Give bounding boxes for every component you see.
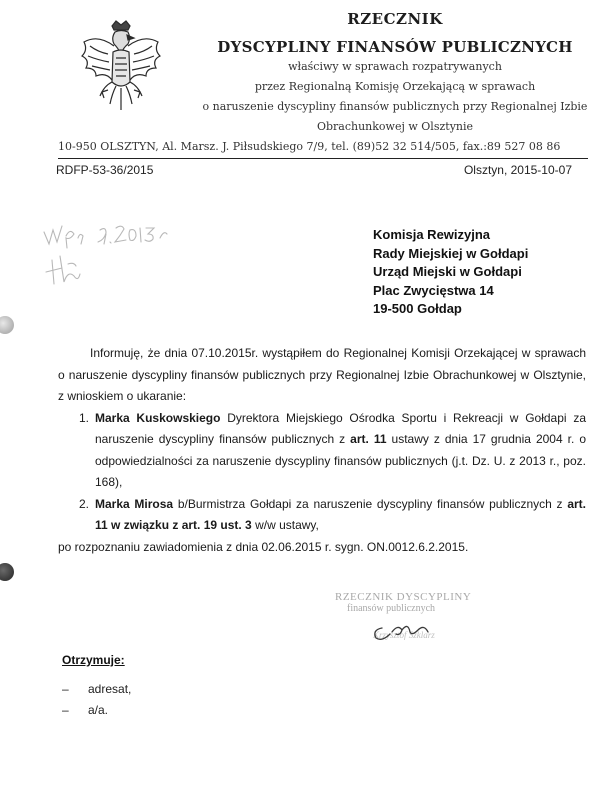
list-item xyxy=(62,679,131,700)
header-line: właściwy w sprawach rozpatrywanych xyxy=(288,60,502,73)
list-number: 2. xyxy=(79,496,90,511)
recipient-line: Rady Miejskiej w Gołdapi xyxy=(373,245,529,261)
header-line: o naruszenie dyscypliny finansów publicznych przy Regionalnej Izbie xyxy=(202,100,588,113)
intro-paragraph: Informuję, że dnia 07.10.2015r. wystąpiłem do Regionalnej Komisji Orzekającej w sprawach o naruszenie dyscypliny finansów publicznych przy Regionalnej Izbie Obrachunkowej w Olsztynie, z wnioskiem o ukaranie: xyxy=(58,346,586,403)
place-date: Olsztyn, 2015-10-07 xyxy=(463,163,572,177)
stamp-line: RZECZNIK DYSCYPLINY xyxy=(335,591,472,603)
closing-sentence: po rozpoznaniu zawiadomienia z dnia 02.06.2015 r. sygn. ON.0012.6.2.2015. xyxy=(58,539,469,554)
item-text: w/w ustawy, xyxy=(251,518,319,532)
dash-bullet: – xyxy=(62,703,69,717)
article-ref: art. 11 xyxy=(350,432,387,446)
list-item xyxy=(58,494,586,537)
item-text: b/Burmistrza Gołdapi za naruszenie dyscypliny finansów publicznych z xyxy=(173,496,568,511)
reference-number: RDFP-53-36/2015 xyxy=(56,163,154,177)
institution-subtitle: DYSCYPLINY FINANSÓW PUBLICZNYCH xyxy=(217,38,573,56)
recipient-line: Urząd Miejski w Gołdapi xyxy=(373,264,522,279)
item-text: Dyrektora Miejskiego Ośrodka Sportu i Rekreacji w Gołdapi za naruszenie dyscypliny finansów publicznych z xyxy=(95,410,586,446)
handwritten-receipt-note xyxy=(40,218,190,293)
institution-title: RZECZNIK xyxy=(347,10,443,28)
punch-hole xyxy=(0,316,14,334)
dash-bullet: – xyxy=(62,682,69,696)
letter-body xyxy=(58,343,586,558)
receiver-text: a/a. xyxy=(88,703,109,717)
receivers-heading: Otrzymuje: xyxy=(62,653,125,667)
item-text: ustawy z dnia 17 grudnia 2004 r. o odpowiedzialności za naruszenie dyscypliny finansów publicznych (j.t. Dz. U. z 2013 r., poz. 168), xyxy=(95,432,586,489)
receivers-list xyxy=(62,679,131,721)
signature xyxy=(368,618,438,646)
penalty-list xyxy=(58,408,586,537)
list-item xyxy=(58,408,586,494)
article-ref: art. 11 w związku z art. 19 ust. 3 xyxy=(95,496,586,532)
receiver-text: adresat, xyxy=(88,682,132,696)
person-name: Marka Mirosa xyxy=(95,496,174,511)
header-line: Obrachunkowej w Olsztynie xyxy=(316,120,474,133)
header-line: przez Regionalną Komisję Orzekającą w sprawach xyxy=(254,80,536,93)
stamp-line: finansów publicznych xyxy=(347,603,436,614)
recipient-line: Plac Zwycięstwa 14 xyxy=(373,282,494,298)
letterhead-address: 10-950 OLSZTYN, Al. Marsz. J. Piłsudskiego 7/9, tel. (89)52 32 514/505, fax.:89 527 08 86 xyxy=(58,140,561,153)
recipient-address xyxy=(373,226,528,319)
recipient-line: Komisja Rewizyjna xyxy=(373,227,491,242)
person-name: Marka Kuskowskiego xyxy=(95,410,221,425)
list-number: 1. xyxy=(79,410,90,425)
eagle-emblem-icon xyxy=(78,20,164,120)
recipient-line: 19-500 Gołdap xyxy=(373,301,462,316)
punch-hole xyxy=(0,563,14,581)
list-item xyxy=(62,700,131,721)
stamp-line: Krzysztof Szklarz xyxy=(373,630,435,640)
header-divider xyxy=(58,158,588,159)
